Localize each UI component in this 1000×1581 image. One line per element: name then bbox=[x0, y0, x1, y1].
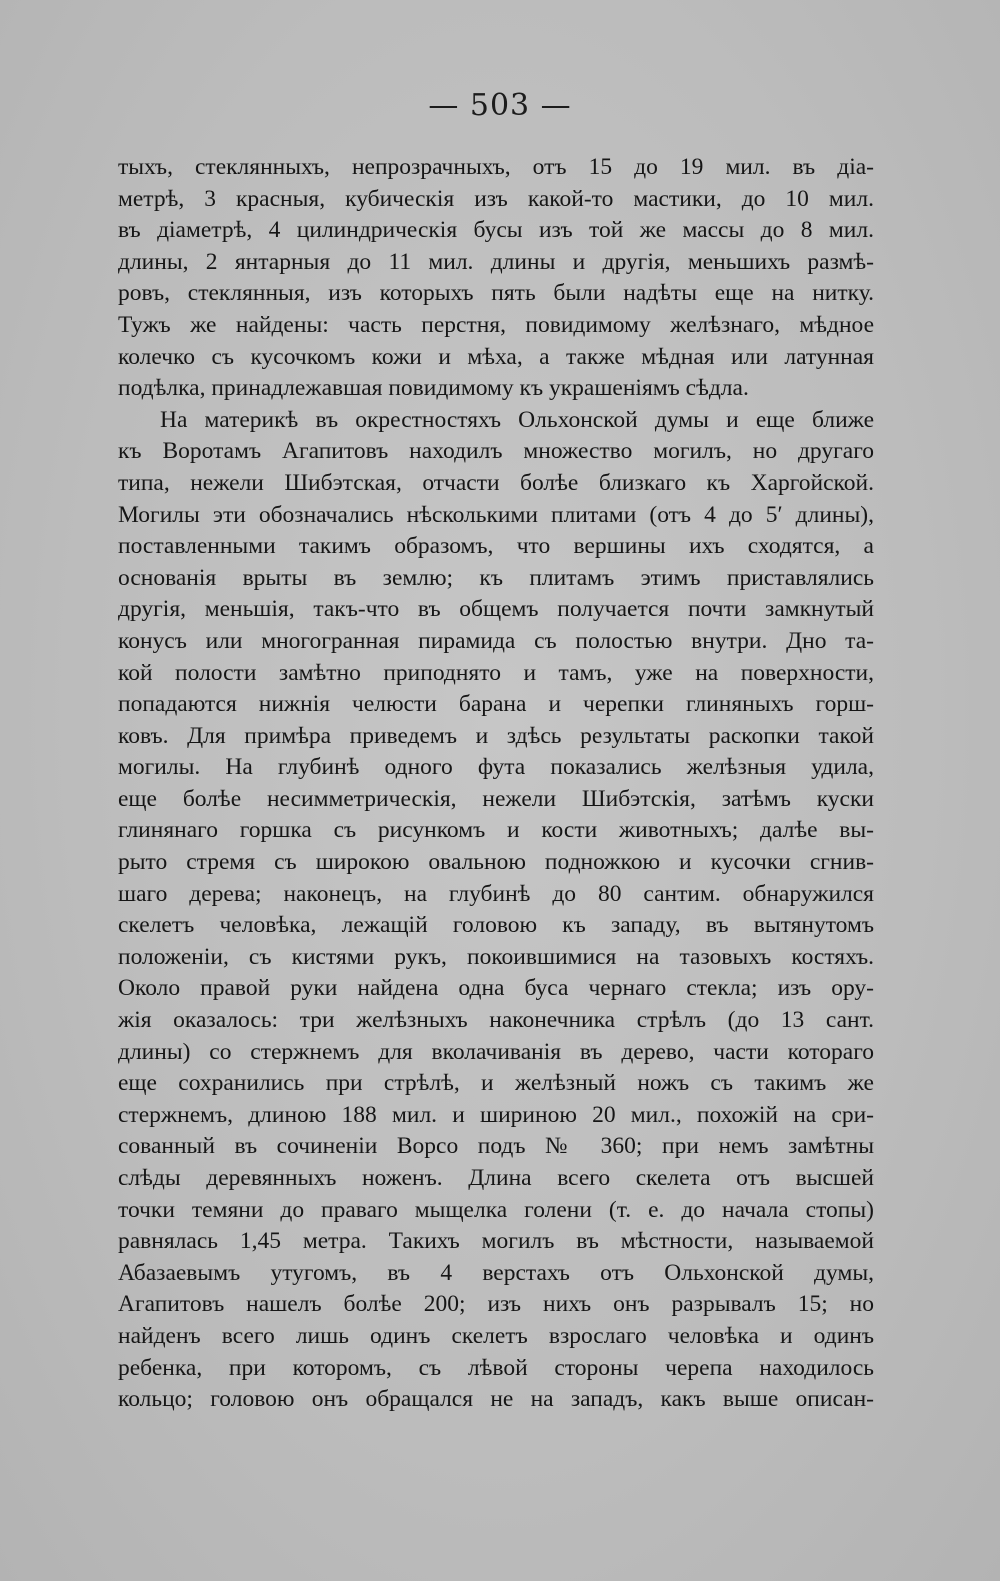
text-line: рыто стремя съ широкою овальною подножкою и кусочки сгнив- bbox=[118, 849, 874, 876]
text-line: могилы. На глубинѣ одного фута показались желѣзныя удила, bbox=[118, 754, 874, 781]
body-text bbox=[118, 152, 874, 1416]
text-line: еще болѣе несимметрическія, нежели Шибэтскія, затѣмъ куски bbox=[118, 785, 874, 812]
text-line: глинянаго горшка съ рисункомъ и кости животныхъ; далѣе вы- bbox=[118, 817, 874, 844]
page-number: — 503 — bbox=[428, 88, 572, 123]
text-line: кой полости замѣтно приподнято и тамъ, уже на поверхности, bbox=[118, 659, 874, 686]
text-line: колечко съ кусочкомъ кожи и мѣха, а также мѣдная или латунная bbox=[118, 343, 874, 370]
text-line: конусъ или многогранная пирамида съ полостью внутри. Дно та- bbox=[118, 627, 874, 654]
text-line: ровъ, стеклянныя, изъ которыхъ пять были надѣты еще на нитку. bbox=[118, 280, 874, 307]
text-line: длины) со стержнемъ для вколачиванія въ дерево, части котораго bbox=[118, 1038, 874, 1065]
text-line: скелетъ человѣка, лежащій головою къ западу, въ вытянутомъ bbox=[118, 912, 874, 939]
text-line: найденъ всего лишь одинъ скелетъ взрослаго человѣка и одинъ bbox=[118, 1322, 874, 1349]
text-line: попадаются нижнія челюсти барана и черепки глиняныхъ горш- bbox=[118, 691, 874, 718]
text-line: Агапитовъ нашелъ болѣе 200; изъ нихъ онъ разрывалъ 15; но bbox=[118, 1291, 874, 1318]
text-line: ковъ. Для примѣра приведемъ и здѣсь результаты раскопки такой bbox=[118, 722, 874, 749]
text-line: длины, 2 янтарныя до 11 мил. длины и другія, меньшихъ размѣ- bbox=[118, 248, 874, 275]
text-line: къ Воротамъ Агапитовъ находилъ множество могилъ, но другаго bbox=[118, 438, 874, 465]
text-line: типа, нежели Шибэтская, отчасти болѣе близкаго къ Харгойской. bbox=[118, 469, 874, 496]
text-line: подѣлка, принадлежавшая повидимому къ украшеніямъ сѣдла. bbox=[118, 375, 749, 402]
text-line: основанія врыты въ землю; къ плитамъ этимъ приставлялись bbox=[118, 564, 874, 591]
text-line: положеніи, съ кистями рукъ, покоившимися на тазовыхъ костяхъ. bbox=[118, 943, 874, 970]
text-line: На материкѣ въ окрестностяхъ Ольхонской думы и еще ближе bbox=[160, 406, 874, 433]
text-line: тыхъ, стеклянныхъ, непрозрачныхъ, отъ 15 до 19 мил. въ діа- bbox=[118, 154, 874, 180]
text-line: ребенка, при которомъ, съ лѣвой стороны черепа находилось bbox=[118, 1354, 874, 1381]
text-line: стержнемъ, длиною 188 мил. и шириною 20 мил., похожій на сри- bbox=[118, 1101, 874, 1128]
text-line: другія, меньшія, такъ-что въ общемъ получается почти замкнутый bbox=[118, 596, 874, 623]
text-line: кольцо; головою онъ обращался не на западъ, какъ выше описан- bbox=[118, 1386, 874, 1413]
text-line: еще сохранились при стрѣлѣ, и желѣзный ножъ съ такимъ же bbox=[118, 1070, 874, 1097]
text-line: жія оказалось: три желѣзныхъ наконечника стрѣлъ (до 13 сант. bbox=[118, 1007, 874, 1034]
text-line: равнялась 1,45 метра. Такихъ могилъ въ мѣстности, называемой bbox=[118, 1228, 874, 1255]
text-line: шаго дерева; наконецъ, на глубинѣ до 80 сантим. обнаружился bbox=[118, 880, 874, 907]
text-line: метрѣ, 3 красныя, кубическія изъ какой-то мастики, до 10 мил. bbox=[118, 185, 874, 212]
text-line: Около правой руки найдена одна буса чернаго стекла; изъ ору- bbox=[118, 975, 874, 1002]
text-line: въ діаметрѣ, 4 цилиндрическія бусы изъ той же массы до 8 мил. bbox=[118, 217, 874, 244]
text-line: Тужъ же найдены: часть перстня, повидимому желѣзнаго, мѣдное bbox=[118, 311, 874, 338]
text-line: сованный въ сочиненіи Ворсо подъ № 360; при немъ замѣтны bbox=[118, 1133, 874, 1160]
text-line: Могилы эти обозначались нѣсколькими плитами (отъ 4 до 5′ длины), bbox=[118, 501, 874, 528]
text-line: слѣды деревянныхъ ноженъ. Длина всего скелета отъ высшей bbox=[118, 1165, 874, 1191]
text-line: Абазаевымъ утугомъ, въ 4 верстахъ отъ Ольхонской думы, bbox=[118, 1259, 874, 1286]
text-line: точки темяни до праваго мыщелка голени (т. е. до начала стопы) bbox=[118, 1196, 874, 1223]
text-line: поставленными такимъ образомъ, что вершины ихъ сходятся, а bbox=[118, 533, 874, 560]
